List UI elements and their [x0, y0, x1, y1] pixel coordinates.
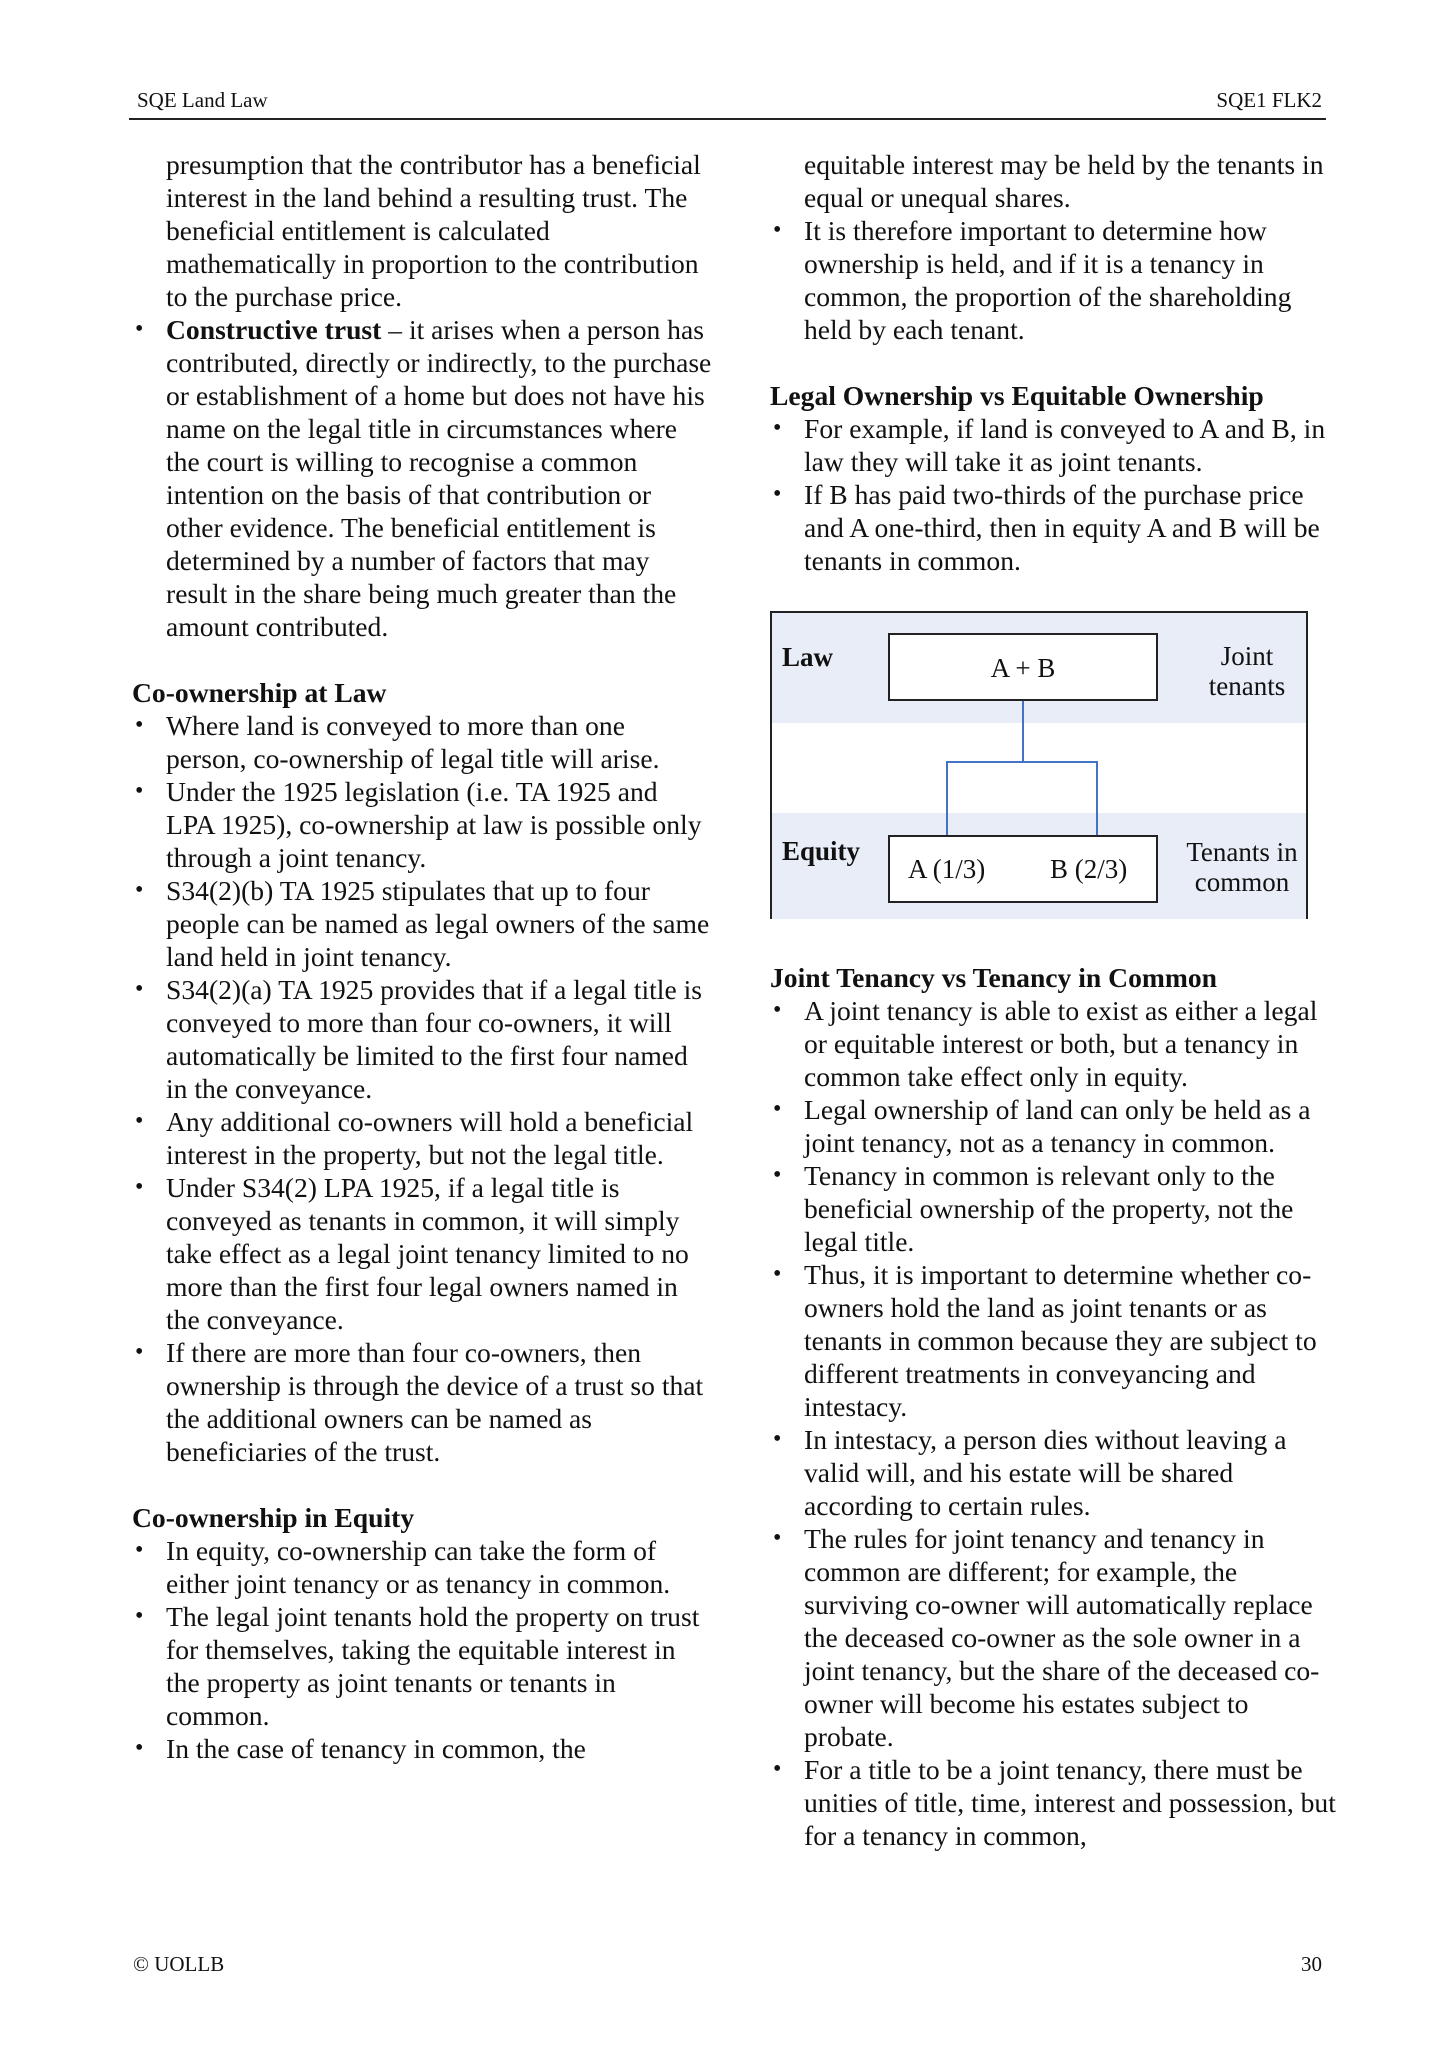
- header-title: SQE Land Law: [137, 88, 268, 112]
- constructive-trust-text: – it arises when a person has contributed, directly or indirectly, to the purchase or establishment of a home but does not have his name on the legal title in circumstances where the court is willing to recognise a common intention on the basis of that contribution or other evidence. The beneficial entitlement is determined by a number of factors that may result in the share being much greater than the amount contributed.: [166, 314, 712, 642]
- list-item: • The legal joint tenants hold the property on trust for themselves, taking the equitable interest in the property as joint tenants or tenants in common.: [132, 1600, 712, 1732]
- intro-list: [770, 214, 1340, 346]
- section-heading: Legal Ownership vs Equitable Ownership: [770, 380, 1264, 411]
- list-item: • It is therefore important to determine how ownership is held, and if it is a tenancy in common, the proportion of the shareholding held by each tenant.: [770, 214, 1340, 346]
- right-column: [770, 148, 1340, 1852]
- equity-share-b: B (2/3): [1050, 854, 1128, 884]
- equity-label: Equity: [782, 836, 861, 866]
- connector-vertical: [1022, 701, 1024, 763]
- copyright: © UOLLB: [133, 1952, 225, 1976]
- law-side-line: Joint: [1220, 641, 1274, 671]
- list-item: • Tenancy in common is relevant only to the beneficial ownership of the property, not the legal title.: [770, 1159, 1340, 1258]
- list-item: • In intestacy, a person dies without leaving a valid will, and his estate will be shared according to certain rules.: [770, 1423, 1340, 1522]
- intro-continuation: equitable interest may be held by the tenants in equal or unequal shares.: [804, 149, 1324, 213]
- legal-vs-equitable-list: [770, 412, 1340, 577]
- connector-left: [946, 761, 948, 835]
- list-item: • For a title to be a joint tenancy, there must be unities of title, time, interest and possession, but for a tenancy in common,: [770, 1753, 1340, 1852]
- list-item: • Any additional co-owners will hold a beneficial interest in the property, but not the legal title.: [132, 1105, 712, 1171]
- list-item: • A joint tenancy is able to exist as either a legal or equitable interest or both, but a tenancy in common take effect only in equity.: [770, 994, 1340, 1093]
- section-heading: Co-ownership at Law: [132, 677, 387, 708]
- list-item: • Legal ownership of land can only be held as a joint tenancy, not as a tenancy in common.: [770, 1093, 1340, 1159]
- list-item: • Under S34(2) LPA 1925, if a legal title is conveyed as tenants in common, it will simply take effect as a legal joint tenancy limited to no more than the first four legal owners named in the conveyance.: [132, 1171, 712, 1336]
- list-item: • Thus, it is important to determine whether co-owners hold the land as joint tenants or as tenants in common because they are subject to different treatments in conveyancing and intestacy.: [770, 1258, 1340, 1423]
- header-module: SQE1 FLK2: [1216, 88, 1322, 112]
- list-item: [132, 313, 712, 643]
- ownership-diagram: [770, 611, 1308, 919]
- joint-vs-common-list: [770, 994, 1340, 1852]
- intro-continuation: presumption that the contributor has a beneficial interest in the land behind a resulting trust. The beneficial entitlement is calculated mathematically in proportion to the contribution to the purchase price.: [166, 149, 701, 312]
- left-column: [132, 148, 712, 1765]
- list-item: • For example, if land is conveyed to A and B, in law they will take it as joint tenants.: [770, 412, 1340, 478]
- law-box: [888, 633, 1158, 701]
- equity-share-a: A (1/3): [908, 854, 986, 884]
- equity-side-line: Tenants in: [1186, 837, 1298, 867]
- list-item: • Under the 1925 legislation (i.e. TA 1925 and LPA 1925), co-ownership at law is possible only through a joint tenancy.: [132, 775, 712, 874]
- page-number: 30: [1301, 1952, 1322, 1976]
- co-ownership-equity-list: [132, 1534, 712, 1765]
- list-item: • S34(2)(b) TA 1925 stipulates that up to four people can be named as legal owners of the same land held in joint tenancy.: [132, 874, 712, 973]
- equity-box: [888, 835, 1158, 903]
- equity-side-label: [1178, 837, 1306, 897]
- list-item: • In the case of tenancy in common, the: [132, 1732, 712, 1765]
- list-item: • In equity, co-ownership can take the form of either joint tenancy or as tenancy in common.: [132, 1534, 712, 1600]
- constructive-trust-list: [132, 313, 712, 643]
- co-ownership-law-list: [132, 709, 712, 1468]
- law-box-text: A + B: [990, 653, 1056, 683]
- law-label: Law: [782, 642, 834, 672]
- connector-right: [1096, 761, 1098, 835]
- list-item: • Where land is conveyed to more than one person, co-ownership of legal title will arise.: [132, 709, 712, 775]
- list-item: • If there are more than four co-owners, then ownership is through the device of a trust so that the additional owners can be named as beneficiaries of the trust.: [132, 1336, 712, 1468]
- law-side-label: [1192, 641, 1302, 701]
- term-constructive-trust: Constructive trust: [166, 314, 382, 345]
- connector-horizontal: [946, 761, 1098, 763]
- section-heading: Joint Tenancy vs Tenancy in Common: [770, 962, 1217, 993]
- law-side-line: tenants: [1208, 671, 1286, 701]
- list-item: • S34(2)(a) TA 1925 provides that if a legal title is conveyed to more than four co-owners, it will automatically be limited to the first four named in the conveyance.: [132, 973, 712, 1105]
- equity-side-line: common: [1194, 867, 1290, 897]
- page-header: [129, 86, 1326, 120]
- list-item: • If B has paid two-thirds of the purchase price and A one-third, then in equity A and B will be tenants in common.: [770, 478, 1340, 577]
- list-item: • The rules for joint tenancy and tenancy in common are different; for example, the surviving co-owner will automatically replace the deceased co-owner as the sole owner in a joint tenancy, but the share of the deceased co-owner will become his estates subject to probate.: [770, 1522, 1340, 1753]
- section-heading: Co-ownership in Equity: [132, 1502, 415, 1533]
